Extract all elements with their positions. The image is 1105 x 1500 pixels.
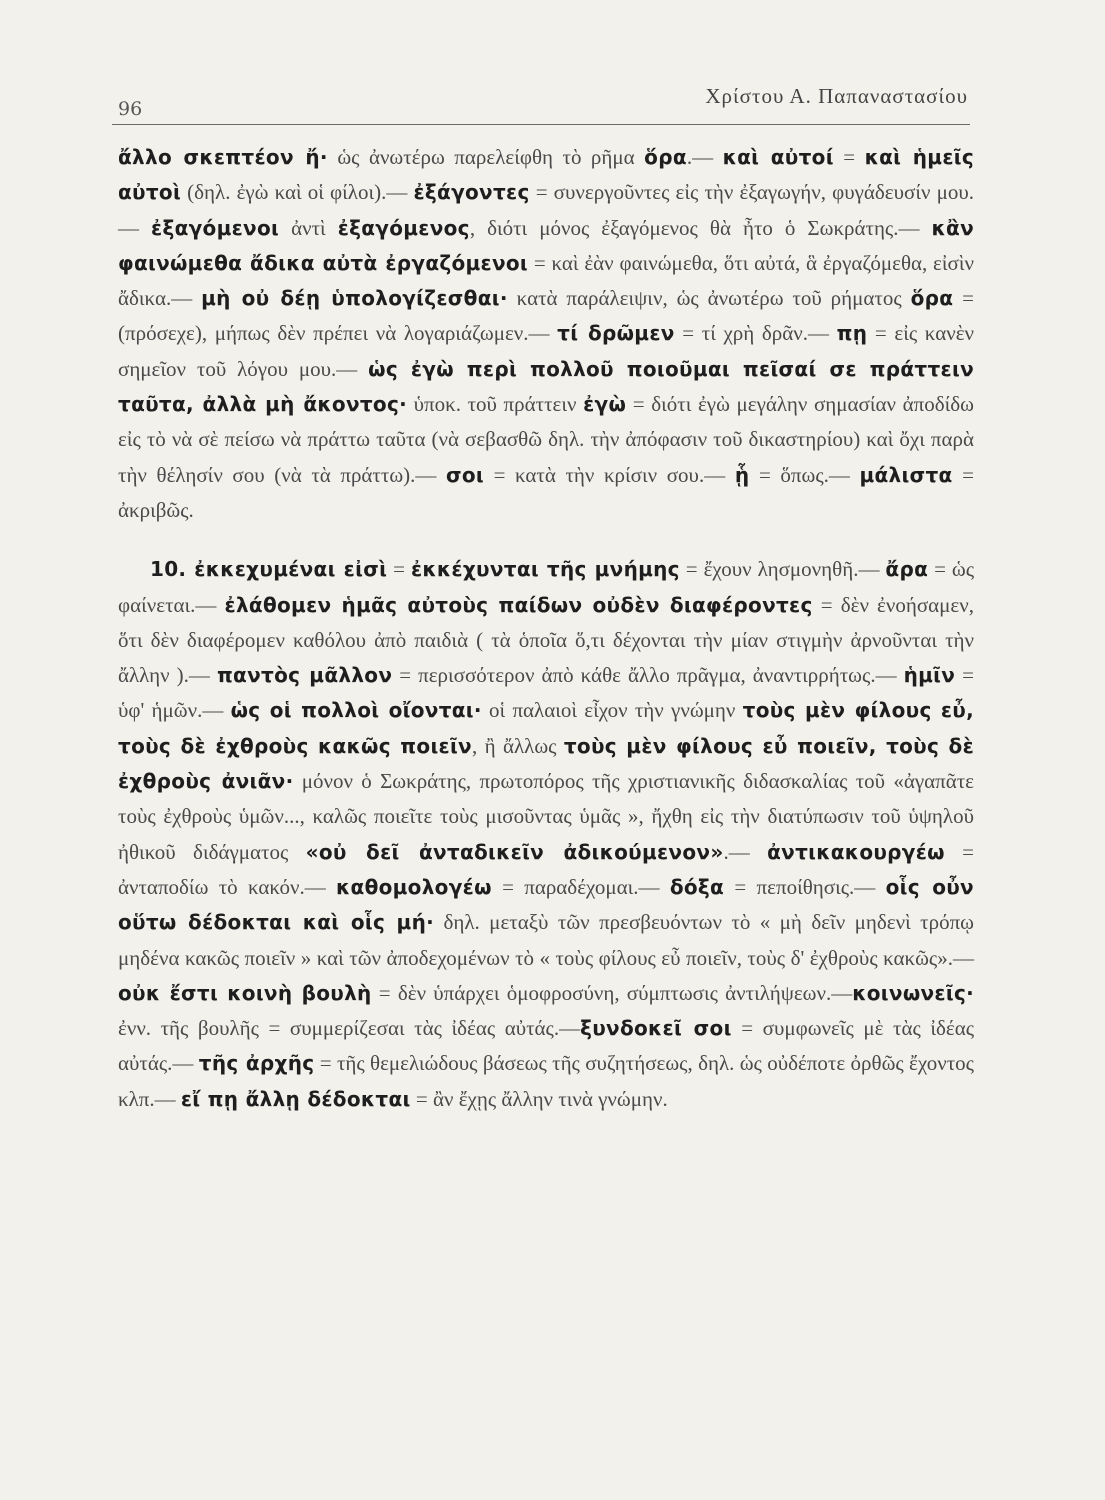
lemma-term: ὡς ἐγὼ περὶ πολλοῦ ποιοῦμαι πεῖσαί σε πράττειν ταῦτα, ἀλλὰ μὴ ἄκοντος· bbox=[118, 356, 974, 417]
lemma-term: «οὐ δεῖ ἀνταδικεῖν ἀδικούμενον» bbox=[305, 839, 724, 864]
lemma-term: ἐλάθομεν ἡμᾶς αὐτοὺς παίδων οὐδὲν διαφέροντες bbox=[224, 592, 813, 617]
lemma-term: ἐξαγόμενος bbox=[337, 215, 470, 240]
commentary-body bbox=[118, 140, 974, 1117]
gloss-text: = ἂν ἔχῃς ἄλλην τινὰ γνώμην. bbox=[410, 1086, 668, 1111]
lemma-term: τῆς ἀρχῆς bbox=[198, 1051, 315, 1076]
gloss-text: = πεποίθησις.— bbox=[724, 874, 886, 899]
gloss-text: = περισσότερον ἀπὸ κάθε ἄλλο πρᾶγμα, ἀναντιρρήτως.— bbox=[392, 663, 904, 688]
gloss-text: = τί χρὴ δρᾶν.— bbox=[674, 321, 837, 346]
lemma-term: καὶ αὐτοί bbox=[722, 145, 834, 169]
lemma-term: μὴ οὐ δέῃ ὑπολογίζεσθαι· bbox=[201, 286, 508, 311]
lemma-term: εἴ πῃ ἄλλῃ δέδοκται bbox=[180, 1086, 411, 1111]
lemma-term: καθομολογέω bbox=[336, 874, 492, 899]
lemma-term: μάλιστα bbox=[859, 462, 953, 487]
lemma-term: σοι bbox=[445, 462, 484, 487]
page-header bbox=[118, 82, 968, 122]
lemma-term: ἀντικακουργέω bbox=[767, 839, 945, 864]
lemma-term: τοὺς μὲν φίλους εὖ, τοὺς δὲ ἐχθροὺς κακῶς ποιεῖν bbox=[118, 698, 975, 758]
lemma-term: ἄρα bbox=[885, 557, 929, 582]
lemma-term: ὅρα bbox=[910, 286, 954, 311]
gloss-text: , ἢ ἄλλως bbox=[471, 733, 564, 758]
gloss-text: ὑποκ. τοῦ πράττειν bbox=[407, 392, 584, 417]
lemma-term: ἐκκέχυνται τῆς μνήμης bbox=[410, 557, 680, 582]
gloss-text: = (πρόσεχε), μήπως δὲν πρέπει νὰ λογαριάζωμεν.— bbox=[118, 286, 975, 346]
gloss-text: = συμφωνεῖς μὲ τὰς ἰδέας αὐτάς.— bbox=[118, 1016, 975, 1076]
gloss-text: = εἰς κανὲν σημεῖον τοῦ λόγου μου.— bbox=[118, 321, 975, 381]
gloss-text: ἀντὶ bbox=[279, 215, 338, 240]
gloss-text: , διότι μόνος ἐξαγόμενος θὰ ἦτο ὁ Σωκράτης.— bbox=[469, 215, 932, 240]
lemma-term: ὅρα bbox=[644, 145, 687, 169]
lemma-term: πῃ bbox=[836, 321, 868, 346]
gloss-text: = ἀκριβῶς. bbox=[118, 462, 975, 522]
lemma-term: ἐγὼ bbox=[583, 392, 627, 417]
header-rule bbox=[112, 124, 970, 125]
commentary-paragraph bbox=[118, 140, 974, 528]
gloss-text: = διότι ἐγὼ μεγάλην σημασίαν ἀποδίδω εἰς τὸ νὰ σὲ πείσω νὰ πράττω ταῦτα (νὰ σεβασθῶ δηλ. τὴν ἀπόφασιν τοῦ δικαστηρίου) καὶ ὄχι παρὰ τὴν θέλησίν σου (νὰ τὰ πράττω).— bbox=[118, 392, 974, 487]
lemma-term: ἄλλο σκεπτέον ἤ· bbox=[118, 145, 328, 169]
gloss-text: = ἀνταποδίω τὸ κακόν.— bbox=[118, 839, 975, 899]
gloss-text: = συνεργοῦντες εἰς τὴν ἐξαγωγήν, φυγάδευσίν μου.— bbox=[118, 180, 974, 240]
gloss-text: = παραδέχομαι.— bbox=[491, 874, 670, 899]
lemma-term: ἡμῖν bbox=[903, 663, 956, 688]
gloss-text: = ὑφ' ἡμῶν.— bbox=[118, 663, 975, 723]
gloss-text: = καὶ ἐὰν φαινώμεθα, ὅτι αὐτά, ἃ ἐργαζόμεθα, εἰσὶν ἄδικα.— bbox=[118, 250, 974, 311]
lemma-term: ξυνδοκεῖ σοι bbox=[580, 1016, 732, 1041]
lemma-term: οὐκ ἔστι κοινὴ βουλὴ bbox=[118, 980, 372, 1005]
lemma-term: 10. ἐκκεχυμέναι εἰσὶ bbox=[150, 557, 388, 582]
gloss-text: (δηλ. ἐγὼ καὶ οἱ φίλοι).— bbox=[181, 180, 414, 205]
gloss-text: .— bbox=[686, 145, 723, 169]
running-head: Χρίστου Α. Παπαναστασίου bbox=[705, 84, 968, 108]
gloss-text: ὡς ἀνωτέρω παρελείφθη τὸ ρῆμα bbox=[327, 145, 645, 169]
gloss-text: ἐνν. τῆς βουλῆς = συμμερίζεσαι τὰς ἰδέας αὐτάς.— bbox=[118, 1016, 581, 1041]
gloss-text: = δὲν ἐνοήσαμεν, ὅτι δὲν διαφέρομεν καθόλου ἀπὸ παιδιὰ ( τὰ ὁποῖα ὅ,τι δέχονται τὴν μίαν στιγμὴν ἀρνοῦνται τὴν ἄλλην ).— bbox=[118, 592, 974, 688]
lemma-term: ἐξάγοντες bbox=[413, 180, 530, 205]
gloss-text: οἱ παλαιοὶ εἶχον τὴν γνώμην bbox=[481, 698, 743, 723]
lemma-term: δόξα bbox=[669, 874, 725, 899]
gloss-text: = τῆς θεμελιώδους βάσεως τῆς συζητήσεως, δηλ. ὡς οὐδέποτε ὀρθῶς ἔχοντος κλπ.— bbox=[118, 1051, 974, 1111]
lemma-term: ὡς οἱ πολλοὶ οἴονται· bbox=[230, 698, 482, 723]
lemma-term: κοινωνεῖς· bbox=[852, 980, 974, 1005]
gloss-text: = ὅπως.— bbox=[749, 462, 860, 487]
gloss-text: = δὲν ὑπάρχει ὁμοφροσύνη, σύμπτωσις ἀντιλήψεων.— bbox=[371, 980, 853, 1005]
commentary-paragraph bbox=[118, 552, 974, 1117]
lemma-term: κἂν φαινώμεθα ἄδικα αὐτὰ ἐργαζόμενοι bbox=[118, 215, 974, 275]
gloss-text: .— bbox=[723, 839, 768, 864]
gloss-text: μόνον ὁ Σωκράτης, πρωτοπόρος τῆς χριστιανικῆς διδασκαλίας τοῦ «ἀγαπᾶτε τοὺς ἐχθροὺς ὑμῶν..., καλῶς ποιεῖτε τοὺς μισοῦντας ὑμᾶς », ἤχθη εἰς τὴν διατύπωσιν τοῦ ὑψηλοῦ ἠθικοῦ διδάγματος bbox=[118, 769, 974, 864]
gloss-text: = bbox=[833, 145, 865, 169]
gloss-text: = ἔχουν λησμονηθῆ.— bbox=[679, 557, 886, 582]
lemma-term: τί δρῶμεν bbox=[557, 321, 675, 346]
lemma-term: ᾗ bbox=[734, 462, 750, 487]
lemma-term: τοὺς μὲν φίλους εὖ ποιεῖν, τοὺς δὲ ἐχθροὺς ἀνιᾶν· bbox=[118, 733, 974, 794]
gloss-text: = κατὰ τὴν κρίσιν σου.— bbox=[484, 462, 735, 487]
lemma-term: οἷς οὖν οὕτω δέδοκται καὶ οἷς μή· bbox=[118, 874, 974, 935]
lemma-term: ἐξαγόμενοι bbox=[151, 215, 280, 240]
lemma-term: παντὸς μᾶλλον bbox=[216, 663, 393, 688]
gloss-text: κατὰ παράλειψιν, ὡς ἀνωτέρω τοῦ ρήματος bbox=[507, 286, 911, 311]
page-number: 96 bbox=[118, 98, 143, 120]
gloss-text: = bbox=[387, 557, 411, 582]
gloss-text: = ὡς φαίνεται.— bbox=[118, 557, 975, 617]
gloss-text: δηλ. μεταξὺ τῶν πρεσβευόντων τὸ « μὴ δεῖν μηδενὶ τρόπῳ μηδένα κακῶς ποιεῖν » καὶ τῶν ἀποδεχομένων τὸ « τοὺς φίλους εὖ ποιεῖν, τοὺς δ' ἐχθροὺς κακῶς».— bbox=[118, 910, 974, 970]
lemma-term: καὶ ἡμεῖς αὐτοὶ bbox=[118, 145, 975, 205]
